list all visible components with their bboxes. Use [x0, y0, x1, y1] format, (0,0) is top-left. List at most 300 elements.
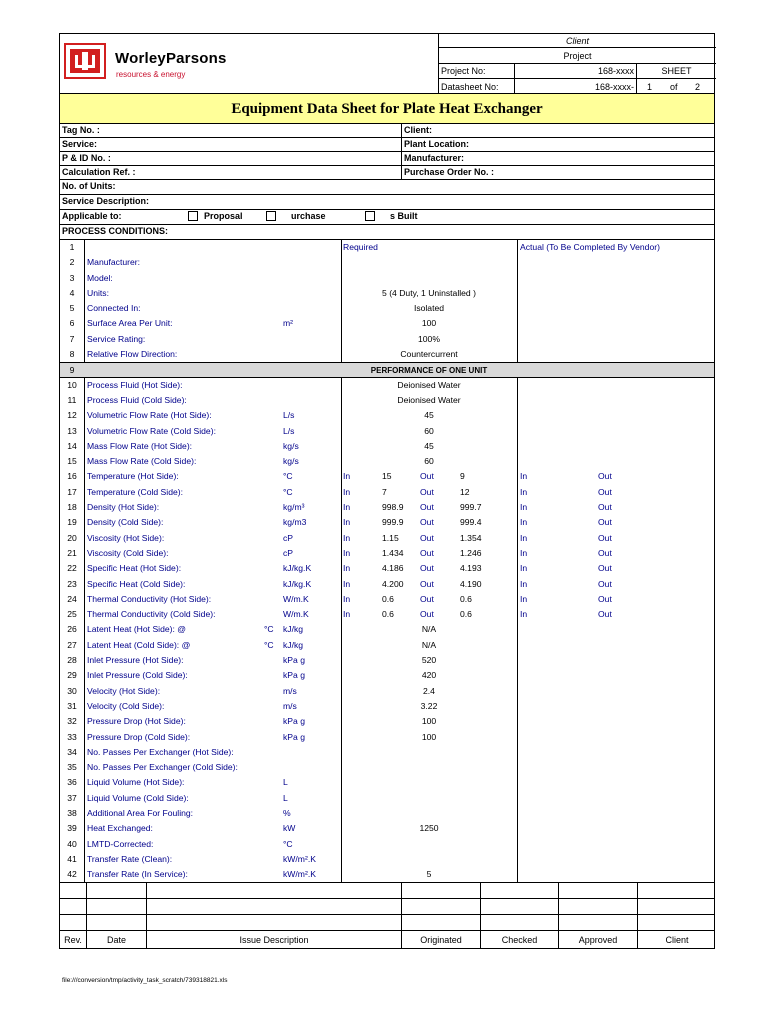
latent-temp-unit: °C — [264, 639, 274, 650]
row-label: Process Fluid (Hot Side): — [87, 379, 183, 390]
process-row — [60, 240, 714, 255]
process-row — [60, 699, 714, 714]
revision-cell — [637, 899, 716, 914]
process-row — [60, 469, 714, 484]
required-out-label: Out — [420, 486, 434, 497]
row-label: Connected In: — [87, 303, 141, 314]
row-label: Temperature (Hot Side): — [87, 471, 179, 482]
process-row — [60, 745, 714, 760]
process-row — [60, 622, 714, 637]
required-in-value: 0.6 — [382, 593, 394, 604]
revision-header-cell: Issue Description — [146, 931, 401, 948]
field-row — [60, 124, 714, 138]
row-unit: kPa g — [283, 716, 305, 727]
row-label: Relative Flow Direction: — [87, 349, 178, 360]
actual-in-label: In — [520, 486, 528, 497]
actual-column-label: Actual (To Be Completed By Vendor) — [520, 242, 660, 252]
required-in-value: 4.200 — [382, 578, 404, 589]
row-number: 21 — [67, 547, 77, 558]
row-number: 5 — [69, 303, 75, 314]
process-row — [60, 684, 714, 699]
row-unit: kW/m².K — [283, 853, 316, 864]
row-label: Transfer Rate (Clean): — [87, 853, 173, 864]
row-label: Process Fluid (Cold Side): — [87, 394, 187, 405]
required-out-value: 4.193 — [460, 563, 482, 574]
process-row — [60, 577, 714, 592]
row-number: 25 — [67, 609, 77, 620]
actual-out-label: Out — [598, 609, 612, 620]
required-in-label: In — [343, 517, 351, 528]
actual-in-label: In — [520, 578, 528, 589]
field-row — [60, 152, 714, 166]
required-out-value: 999.4 — [460, 517, 482, 528]
row-label: Inlet Pressure (Hot Side): — [87, 655, 184, 666]
row-label: Manufacturer: — [87, 257, 141, 268]
row-unit: kJ/kg.K — [283, 563, 312, 574]
as-built-checkbox[interactable] — [365, 211, 375, 221]
calc-ref-label: Calculation Ref. : — [62, 167, 136, 177]
row-number: 38 — [67, 807, 77, 818]
row-unit: kW — [283, 823, 296, 834]
row-label: Inlet Pressure (Cold Side): — [87, 670, 188, 681]
process-row — [60, 531, 714, 546]
revision-cell — [86, 899, 146, 914]
row-label: Pressure Drop (Cold Side): — [87, 731, 191, 742]
required-out-label: Out — [420, 502, 434, 513]
required-value: Deionised Water — [397, 394, 461, 405]
manufacturer-label: Manufacturer: — [401, 152, 716, 165]
row-number: 33 — [67, 731, 77, 742]
required-out-value: 0.6 — [460, 609, 472, 620]
required-out-value: 1.354 — [460, 532, 482, 543]
actual-in-label: In — [520, 502, 528, 513]
required-in-value: 1.434 — [382, 547, 404, 558]
required-value: N/A — [421, 639, 437, 650]
row-label: Density (Cold Side): — [87, 517, 164, 528]
plant-location-label: Plant Location: — [401, 138, 716, 151]
revision-cell — [558, 899, 637, 914]
row-number: 40 — [67, 838, 77, 849]
sheet-total: 2 — [695, 81, 701, 92]
row-label: Temperature (Cold Side): — [87, 486, 184, 497]
required-out-value: 9 — [460, 471, 465, 482]
row-number: 12 — [67, 410, 77, 421]
header — [60, 34, 714, 94]
row-unit: kg/s — [283, 440, 299, 451]
actual-out-label: Out — [598, 517, 612, 528]
actual-out-label: Out — [598, 593, 612, 604]
row-number: 18 — [67, 502, 77, 513]
row-label: Mass Flow Rate (Cold Side): — [87, 456, 197, 467]
process-row — [60, 760, 714, 775]
required-value: 1250 — [419, 823, 439, 834]
actual-in-label: In — [520, 517, 528, 528]
process-row — [60, 408, 714, 423]
row-unit: W/m.K — [283, 609, 309, 620]
process-row — [60, 791, 714, 806]
required-in-label: In — [343, 593, 351, 604]
performance-title: PERFORMANCE OF ONE UNIT — [370, 366, 488, 376]
required-value: 100 — [421, 731, 437, 742]
required-value: 5 (4 Duty, 1 Uninstalled ) — [382, 287, 476, 298]
row-label: No. Passes Per Exchanger (Cold Side): — [87, 762, 238, 773]
process-row — [60, 821, 714, 836]
purchase-label: urchase — [291, 211, 326, 221]
required-value: 45 — [424, 410, 434, 421]
sheet-label: SHEET — [636, 64, 716, 78]
applicable-row — [60, 210, 714, 225]
required-in-label: In — [343, 563, 351, 574]
required-value: 3.22 — [420, 700, 438, 711]
logo-area — [60, 34, 439, 94]
row-label: Model: — [87, 272, 113, 283]
row-label: Additional Area For Fouling: — [87, 807, 194, 818]
required-in-value: 4.186 — [382, 563, 404, 574]
process-row — [60, 301, 714, 316]
required-value: Countercurrent — [400, 349, 458, 360]
row-label: Mass Flow Rate (Hot Side): — [87, 440, 193, 451]
row-unit: °C — [283, 838, 293, 849]
revision-header-cell: Client — [637, 931, 716, 948]
row-label: Volumetric Flow Rate (Cold Side): — [87, 425, 216, 436]
required-value: 100 — [421, 716, 437, 727]
revision-cell — [558, 883, 637, 898]
row-label: Surface Area Per Unit: — [87, 318, 173, 329]
revision-cell — [146, 899, 401, 914]
actual-in-label: In — [520, 532, 528, 543]
row-unit: kg/s — [283, 456, 299, 467]
revision-cell — [637, 915, 716, 930]
required-in-label: In — [343, 502, 351, 513]
required-out-value: 1.246 — [460, 547, 482, 558]
required-value: 45 — [424, 440, 434, 451]
required-value: N/A — [421, 624, 437, 635]
header-info — [439, 34, 716, 94]
row-label: Heat Exchanged: — [87, 823, 153, 834]
client-label: Client — [565, 35, 589, 46]
datasheet — [59, 33, 715, 949]
row-label: LMTD-Corrected: — [87, 838, 154, 849]
tag-no-label: Tag No. : — [62, 125, 100, 135]
required-in-value: 1.15 — [382, 532, 399, 543]
datasheet-no-label: Datasheet No: — [441, 81, 499, 92]
required-in-label: In — [343, 609, 351, 620]
brand-tagline: resources & energy — [116, 70, 186, 79]
required-out-value: 0.6 — [460, 593, 472, 604]
row-number: 17 — [67, 486, 77, 497]
row-number: 11 — [67, 394, 77, 405]
row-unit: °C — [283, 471, 293, 482]
row-unit: W/m.K — [283, 593, 309, 604]
process-row — [60, 485, 714, 500]
row-label: Transfer Rate (In Service): — [87, 869, 188, 880]
row-label: Specific Heat (Hot Side): — [87, 563, 182, 574]
row-number: 6 — [69, 318, 75, 329]
row-unit: kJ/kg — [283, 639, 304, 650]
field-row — [60, 166, 714, 180]
row-number: 42 — [67, 869, 77, 880]
purchase-checkbox[interactable] — [266, 211, 276, 221]
process-row — [60, 500, 714, 515]
row-number: 27 — [67, 639, 77, 650]
process-row — [60, 775, 714, 790]
project-label: Project — [563, 50, 592, 61]
row-label: Density (Hot Side): — [87, 502, 160, 513]
process-row — [60, 561, 714, 576]
row-label: Latent Heat (Cold Side): @ — [87, 639, 191, 650]
logo-icon — [64, 43, 106, 79]
row-label: Thermal Conductivity (Cold Side): — [87, 609, 216, 620]
process-row — [60, 852, 714, 867]
row-label: No. Passes Per Exchanger (Hot Side): — [87, 746, 234, 757]
row-number: 1 — [69, 242, 75, 252]
required-in-label: In — [343, 532, 351, 543]
row-number: 32 — [67, 716, 77, 727]
process-row — [60, 714, 714, 729]
row-number: 10 — [67, 379, 77, 390]
actual-in-label: In — [520, 593, 528, 604]
row-number: 35 — [67, 762, 77, 773]
required-out-label: Out — [420, 532, 434, 543]
row-unit: cP — [283, 547, 294, 558]
row-number: 4 — [69, 287, 75, 298]
row-unit: kPa g — [283, 731, 305, 742]
proposal-checkbox[interactable] — [188, 211, 198, 221]
required-out-label: Out — [420, 471, 434, 482]
row-number: 23 — [67, 578, 77, 589]
required-value: 5 — [426, 869, 432, 880]
revision-header-cell: Approved — [558, 931, 637, 948]
row-unit: cP — [283, 532, 294, 543]
row-number: 39 — [67, 823, 77, 834]
row-number: 13 — [67, 425, 77, 436]
field-row — [60, 180, 714, 195]
row-unit: kPa g — [283, 670, 305, 681]
row-unit: m² — [283, 318, 294, 329]
actual-out-label: Out — [598, 532, 612, 543]
row-label: Viscosity (Hot Side): — [87, 532, 165, 543]
revision-cell — [401, 915, 480, 930]
actual-out-label: Out — [598, 471, 612, 482]
row-number: 29 — [67, 670, 77, 681]
process-row — [60, 439, 714, 454]
required-value: Deionised Water — [397, 379, 461, 390]
row-unit: kg/m³ — [283, 502, 305, 513]
service-label: Service: — [62, 139, 98, 149]
revision-cell — [558, 915, 637, 930]
revision-header-cell: Checked — [480, 931, 558, 948]
row-label: Latent Heat (Hot Side): @ — [87, 624, 187, 635]
revision-cell — [480, 915, 558, 930]
actual-in-label: In — [520, 547, 528, 558]
actual-out-label: Out — [598, 547, 612, 558]
required-out-label: Out — [420, 609, 434, 620]
row-unit: kJ/kg.K — [283, 578, 312, 589]
required-in-label: In — [343, 578, 351, 589]
sheet-of: of — [670, 81, 678, 92]
row-number: 2 — [69, 257, 75, 268]
required-in-label: In — [343, 471, 351, 482]
process-row — [60, 515, 714, 530]
process-row — [60, 255, 714, 270]
required-value: 60 — [424, 456, 434, 467]
project-no-label: Project No: — [441, 66, 486, 76]
required-in-value: 998.9 — [382, 502, 404, 513]
row-unit: L — [283, 792, 288, 803]
required-in-value: 0.6 — [382, 609, 394, 620]
row-number: 34 — [67, 746, 77, 757]
row-unit: m/s — [283, 685, 297, 696]
row-number: 15 — [67, 456, 77, 467]
row-number: 20 — [67, 532, 77, 543]
process-row — [60, 867, 714, 882]
row-label: Units: — [87, 287, 109, 298]
revision-cell — [60, 883, 86, 898]
row-label: Viscosity (Cold Side): — [87, 547, 169, 558]
client-field-label: Client: — [401, 124, 716, 137]
process-row — [60, 316, 714, 331]
latent-temp-unit: °C — [264, 624, 274, 635]
no-units-label: No. of Units: — [62, 181, 116, 191]
required-column-label: Required — [343, 242, 378, 252]
process-row — [60, 607, 714, 622]
row-number: 28 — [67, 655, 77, 666]
required-in-label: In — [343, 486, 351, 497]
process-row — [60, 332, 714, 347]
actual-in-label: In — [520, 609, 528, 620]
process-row — [60, 378, 714, 393]
required-out-value: 4.190 — [460, 578, 482, 589]
required-value: 60 — [424, 425, 434, 436]
row-label: Volumetric Flow Rate (Hot Side): — [87, 410, 212, 421]
process-row — [60, 592, 714, 607]
row-unit: L/s — [283, 410, 295, 421]
process-row — [60, 454, 714, 469]
process-row — [60, 638, 714, 653]
datasheet-no-value: 168-xxxx- — [514, 79, 636, 94]
row-unit: kg/m3 — [283, 517, 307, 528]
row-unit: L — [283, 777, 288, 788]
service-desc-label: Service Description: — [62, 196, 150, 206]
process-row — [60, 271, 714, 286]
actual-in-label: In — [520, 471, 528, 482]
row-label: Liquid Volume (Cold Side): — [87, 792, 189, 803]
process-row — [60, 806, 714, 821]
required-in-value: 15 — [382, 471, 392, 482]
revision-cell — [86, 915, 146, 930]
process-row — [60, 837, 714, 852]
process-row — [60, 362, 714, 377]
revision-header-cell: Date — [86, 931, 146, 948]
row-unit: °C — [283, 486, 293, 497]
required-value: 2.4 — [423, 685, 435, 696]
revision-table — [60, 882, 714, 948]
actual-out-label: Out — [598, 578, 612, 589]
actual-out-label: Out — [598, 563, 612, 574]
field-row — [60, 138, 714, 152]
revision-cell — [60, 899, 86, 914]
required-out-value: 999.7 — [460, 502, 482, 513]
brand-name: WorleyParsons — [115, 50, 227, 67]
applicable-to-label: Applicable to: — [62, 211, 122, 221]
field-row — [60, 195, 714, 210]
required-out-label: Out — [420, 563, 434, 574]
row-number: 19 — [67, 517, 77, 528]
sheet-number: 1 — [647, 81, 653, 92]
row-unit: kJ/kg — [283, 624, 304, 635]
revision-cell — [86, 883, 146, 898]
process-row — [60, 546, 714, 561]
revision-header-cell: Originated — [401, 931, 480, 948]
process-row — [60, 730, 714, 745]
row-number: 8 — [69, 349, 75, 360]
actual-in-label: In — [520, 563, 528, 574]
row-number: 22 — [67, 563, 77, 574]
proposal-label: Proposal — [204, 211, 243, 221]
required-out-label: Out — [420, 517, 434, 528]
row-number: 14 — [67, 440, 77, 451]
file-path-footer: file:///conversion/tmp/activity_task_scratch/739318821.xls — [62, 977, 228, 984]
row-number: 30 — [67, 685, 77, 696]
required-out-label: Out — [420, 547, 434, 558]
row-number: 31 — [67, 700, 77, 711]
process-conditions-row — [60, 225, 714, 240]
revision-cell — [637, 883, 716, 898]
required-value: Isolated — [413, 303, 445, 314]
required-value: 520 — [421, 655, 437, 666]
process-table — [60, 240, 714, 882]
row-number: 16 — [67, 471, 77, 482]
row-label: Velocity (Hot Side): — [87, 685, 161, 696]
row-label: Specific Heat (Cold Side): — [87, 578, 186, 589]
row-unit: kW/m².K — [283, 869, 316, 880]
revision-cell — [401, 899, 480, 914]
actual-out-label: Out — [598, 486, 612, 497]
required-value: 100% — [418, 333, 440, 344]
revision-header-cell: Rev. — [64, 934, 82, 945]
row-unit: m/s — [283, 700, 297, 711]
required-in-value: 7 — [382, 486, 387, 497]
required-value: 420 — [421, 670, 437, 681]
process-row — [60, 424, 714, 439]
purchase-order-label: Purchase Order No. : — [401, 166, 716, 179]
row-number: 36 — [67, 777, 77, 788]
row-unit: L/s — [283, 425, 295, 436]
row-number: 41 — [67, 853, 77, 864]
row-number: 26 — [67, 624, 77, 635]
pid-no-label: P & ID No. : — [62, 153, 111, 163]
row-number: 37 — [67, 792, 77, 803]
row-number: 3 — [69, 272, 75, 283]
row-label: Pressure Drop (Hot Side): — [87, 716, 186, 727]
required-in-value: 999.9 — [382, 517, 404, 528]
required-value: 100 — [421, 318, 437, 329]
revision-cell — [480, 899, 558, 914]
revision-cell — [480, 883, 558, 898]
row-unit: % — [283, 807, 291, 818]
process-conditions-label: PROCESS CONDITIONS: — [62, 226, 169, 236]
revision-cell — [146, 883, 401, 898]
revision-cell — [60, 915, 86, 930]
process-row — [60, 393, 714, 408]
page-title: Equipment Data Sheet for Plate Heat Exchanger — [60, 94, 714, 124]
required-in-label: In — [343, 547, 351, 558]
process-row — [60, 668, 714, 683]
process-row — [60, 347, 714, 362]
required-out-value: 12 — [460, 486, 470, 497]
as-built-label: s Built — [390, 211, 418, 221]
actual-out-label: Out — [598, 502, 612, 513]
